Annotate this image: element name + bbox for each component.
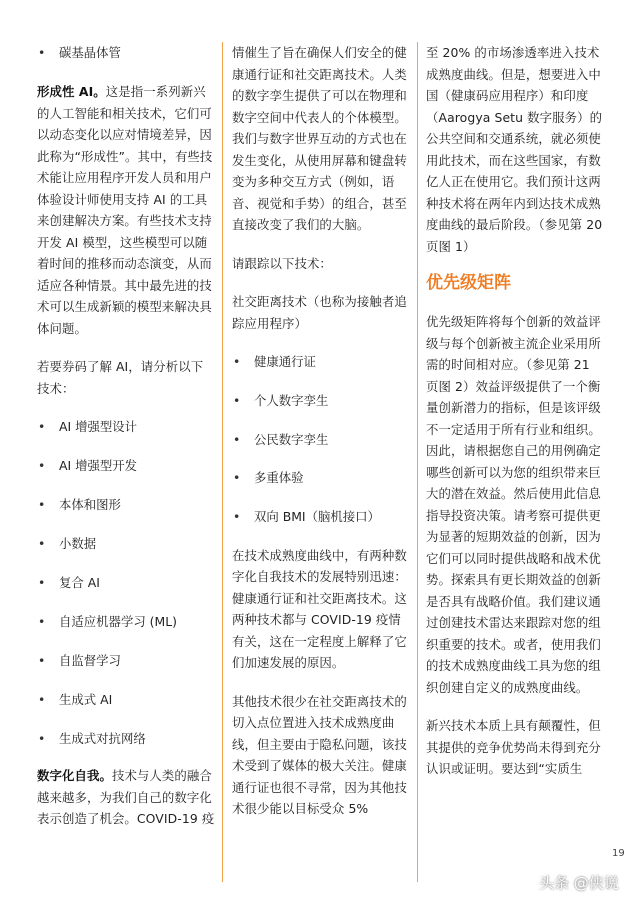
- ai-tech-item: • 自监督学习: [37, 650, 215, 672]
- digital-me-tech-item: • 健康通行证: [232, 351, 410, 373]
- column-divider-1: [222, 42, 223, 882]
- hype-cycle-paragraph: 在技术成熟度曲线中，有两种数字化自我技术的发展特别迅速：健康通行证和社交距离技术。这两种技术都与 COVID-19 疫情有关，这在一定程度上解释了它们加速发展的原因。: [232, 547, 407, 671]
- digital-me-paragraph: [37, 765, 215, 830]
- digital-me-tech-item: • 公民数字孪生: [232, 429, 410, 451]
- priority-matrix-paragraph: 优先级矩阵将每个创新的效益评级与每个创新被主流企业采用所需的时间相对应。（参见第 21 页图 2）效益评级提供了一个衡量创新潜力的指标，但是该评级不一定适用于所有行业和组织。因此，请根据您自己的用例确定哪些创新可以为您的组织带来巨大的潜在效益。然后使用此信息指导投资决策。请考察可提供更为显著的短期效益的创新，因为它们可以同时提供战略和战术优势。探索具有更长期效益的创新是否具有战略价值。我们建议通过创建技术雷达来跟踪对您的组织重要的技术。或者，使用我们的技术成熟度曲线工具为您的组织创建自定义的成熟度曲线。: [426, 314, 601, 695]
- ai-tech-item: • 小数据: [37, 533, 215, 555]
- digital-me-text: 技术与人类的融合越来越多，为我们自己的数字化表示创造了机会。COVID-19 疫: [37, 768, 215, 826]
- digital-me-tech-item: • 多重体验: [232, 467, 410, 489]
- ai-tech-item: • 复合 AI: [37, 572, 215, 594]
- ai-tech-item: • 生成式 AI: [37, 689, 215, 711]
- section-heading-priority-matrix: 优先级矩阵: [426, 273, 511, 293]
- digital-me-term: 数字化自我。: [37, 768, 112, 783]
- ai-tech-list: [37, 416, 215, 750]
- track-intro: 请跟踪以下技术：: [232, 255, 332, 271]
- ai-tech-item: • 自适应机器学习 (ML): [37, 611, 215, 633]
- carbon-bullet-list: [37, 42, 215, 64]
- column-divider-2: [417, 42, 418, 882]
- digital-me-tech-list: [232, 351, 410, 528]
- ai-tech-item: • 本体和图形: [37, 494, 215, 516]
- ai-intro: 若要券码了解 AI，请分析以下技术：: [37, 359, 204, 396]
- other-tech-paragraph: 其他技术很少在社交距离技术的切入点位置进入技术成熟度曲线，但主要由于隐私问题，该技术受到了媒体的极大关注。健康通行证也很不寻常，因为其他技术很少能以目标受众 5%: [232, 693, 407, 817]
- page-number: 19: [612, 848, 625, 859]
- social-distance-tech: 社交距离技术（也称为接触者追踪应用程序）: [232, 294, 407, 331]
- ai-tech-item: • AI 增强型设计: [37, 416, 215, 438]
- generative-ai-text: 这是指一系列新兴的人工智能和相关技术，它们可以动态变化以应对情境差异，因此称为“形成性”。其中，有些技术能让应用程序开发人员和用户体验设计师使用支持 AI 的工具来创建解决方案。有些技术支持开发 AI 模型，这些模型可以随着时间的推移而动态演变，从而适应各种情景。其中最先进的技术可以生成新颖的模型来解决具体问题。: [37, 84, 213, 336]
- penetration-paragraph: 至 20% 的市场渗透率进入技术成熟度曲线。但是，想要进入中国（健康码应用程序）和印度（Aarogya Setu 数字服务）的公共空间和交通系统，就必须使用此技术，而在这些国家，有数亿人正在使用它。我们预计这两种技术将在两年内到达技术成熟度曲线的最后阶段。（参见第 20 页图 1）: [426, 45, 603, 254]
- digital-me-tech-item: • 双向 BMI（脑机接口）: [232, 506, 410, 528]
- generative-ai-paragraph: [37, 81, 215, 339]
- generative-ai-term: 形成性 AI。: [37, 84, 106, 99]
- emerging-tech-paragraph: 新兴技术本质上具有颠覆性，但其提供的竞争优势尚未得到充分认识或证明。要达到“实质生: [426, 718, 601, 776]
- digital-me-continued: 情催生了旨在确保人们安全的健康通行证和社交距离技术。人类的数字孪生提供了可以在物理和数字空间中代表人的个体模型。我们与数字世界互动的方式也在发生变化，从使用屏幕和键盘转变为多种交互方式（例如，语音、视觉和手势）的组合，甚至直接改变了我们的大脑。: [232, 45, 407, 232]
- column-right: [426, 42, 606, 780]
- column-left: [37, 42, 215, 830]
- digital-me-tech-item: • 个人数字孪生: [232, 390, 410, 412]
- watermark: 头条 @侠说: [539, 874, 619, 892]
- column-middle: [232, 42, 410, 820]
- ai-tech-item: • 生成式对抗网络: [37, 728, 215, 750]
- ai-tech-item: • AI 增强型开发: [37, 455, 215, 477]
- bullet-carbon-transistor: • 碳基晶体管: [37, 42, 215, 64]
